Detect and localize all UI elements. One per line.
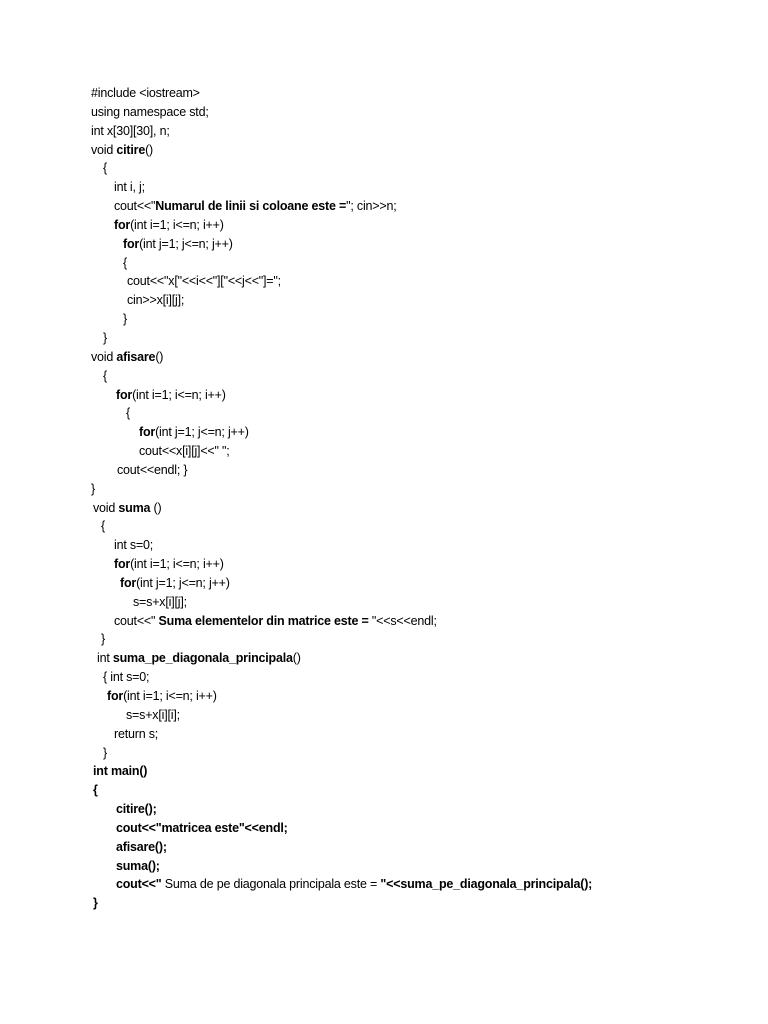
code-line (0, 122, 592, 141)
code-line (0, 555, 592, 574)
code-segment: for (123, 236, 140, 251)
code-line (0, 612, 592, 631)
code-segment: s=s+x[i][j]; (133, 594, 187, 609)
code-line (0, 838, 592, 857)
code-segment: { (126, 406, 130, 421)
code-segment: for (114, 217, 131, 232)
code-line (0, 291, 592, 310)
code-segment: suma_pe_diagonala_principala (112, 651, 293, 666)
code-segment: #include <iostream> (91, 86, 200, 100)
code-line (0, 894, 592, 913)
code-segment: citire (116, 142, 146, 157)
code-line (0, 687, 592, 706)
code-segment: () (292, 651, 301, 666)
code-segment: "<<suma_pe_diagonala_principala(); (380, 877, 593, 892)
code-line (0, 819, 592, 838)
code-segment: { (101, 519, 105, 534)
code-line (0, 762, 592, 781)
code-segment: for (114, 557, 131, 572)
code-segment: int (97, 651, 113, 666)
code-line (0, 461, 592, 480)
code-segment: for (107, 689, 124, 703)
code-line (0, 857, 592, 876)
code-listing (0, 84, 592, 913)
code-segment: { (123, 255, 127, 270)
code-line (0, 442, 592, 461)
code-segment: s=s+x[i][i]; (126, 707, 180, 722)
code-segment: void (93, 500, 119, 515)
code-segment: } (123, 312, 127, 327)
code-line (0, 348, 592, 367)
code-segment: } (93, 896, 98, 911)
code-segment: () (150, 500, 162, 515)
code-segment: } (103, 745, 107, 760)
code-segment: } (103, 330, 107, 345)
code-segment: (int i=1; i<=n; i++) (130, 217, 224, 232)
code-segment: suma (118, 500, 151, 515)
code-line (0, 235, 592, 254)
code-line (0, 159, 592, 178)
code-segment: cout<<"x["<<i<<"]["<<j<<"]="; (127, 274, 281, 289)
code-segment: int x[30][30], n; (91, 123, 170, 138)
code-line (0, 216, 592, 235)
code-line (0, 272, 592, 291)
code-line (0, 499, 592, 518)
code-line (0, 423, 592, 442)
code-segment: () (155, 349, 164, 364)
code-line (0, 386, 592, 405)
code-line (0, 800, 592, 819)
code-line (0, 254, 592, 273)
code-segment: afisare (116, 349, 156, 364)
code-segment: (int j=1; j<=n; j++) (155, 425, 249, 440)
code-line (0, 517, 592, 536)
code-segment: cout<<"matricea este"<<endl; (116, 820, 288, 835)
code-segment: { int s=0; (103, 670, 150, 685)
code-segment: (int i=1; i<=n; i++) (123, 689, 217, 703)
code-segment: Numarul de linii si coloane este = (155, 199, 347, 214)
code-segment: "<<s<<endl; (371, 613, 437, 628)
code-line (0, 744, 592, 763)
code-line (0, 706, 592, 725)
code-line (0, 310, 592, 329)
code-segment: for (116, 387, 133, 402)
code-segment: void (91, 142, 117, 157)
code-line (0, 630, 592, 649)
code-segment: citire(); (116, 802, 157, 817)
code-line (0, 875, 592, 894)
code-line (0, 329, 592, 348)
code-segment: (int i=1; i<=n; i++) (130, 557, 224, 572)
code-segment: for (120, 575, 137, 590)
code-segment: Suma de pe diagonala principala este = (161, 877, 381, 892)
code-line (0, 84, 592, 103)
code-segment: cin>>x[i][j]; (127, 293, 185, 308)
code-segment: { (103, 161, 107, 176)
code-segment: () (145, 142, 154, 157)
code-segment: { (103, 368, 107, 383)
code-segment: { (93, 783, 98, 798)
code-segment: } (91, 481, 95, 496)
code-segment: afisare(); (116, 839, 167, 854)
code-segment: suma(); (116, 858, 160, 873)
code-line (0, 197, 592, 216)
code-line (0, 404, 592, 423)
code-segment: Suma elementelor din matrice este = (155, 613, 372, 628)
code-line (0, 178, 592, 197)
code-segment: return s; (114, 726, 159, 741)
code-line (0, 480, 592, 499)
code-segment: cout<<" (114, 199, 156, 214)
code-segment: (int j=1; j<=n; j++) (139, 236, 233, 251)
code-line (0, 649, 592, 668)
code-segment: int i, j; (114, 180, 145, 195)
code-segment: cout<<" (114, 613, 156, 628)
code-line (0, 103, 592, 122)
code-line (0, 593, 592, 612)
code-segment: } (101, 632, 105, 647)
code-line (0, 367, 592, 386)
code-segment: for (139, 425, 156, 440)
code-line (0, 781, 592, 800)
code-line (0, 536, 592, 555)
code-segment: cout<<" (116, 877, 162, 892)
code-segment: void (91, 349, 117, 364)
code-segment: int main() (93, 764, 148, 779)
code-line (0, 141, 592, 160)
code-segment: int s=0; (114, 538, 154, 553)
code-segment: cout<<x[i][j]<<" "; (139, 444, 230, 459)
code-segment: "; cin>>n; (346, 199, 397, 214)
code-line (0, 668, 592, 687)
code-segment: (int i=1; i<=n; i++) (132, 387, 226, 402)
code-line (0, 574, 592, 593)
code-line (0, 725, 592, 744)
code-segment: cout<<endl; } (117, 462, 188, 477)
code-segment: (int j=1; j<=n; j++) (136, 575, 230, 590)
code-segment: using namespace std; (91, 104, 209, 119)
